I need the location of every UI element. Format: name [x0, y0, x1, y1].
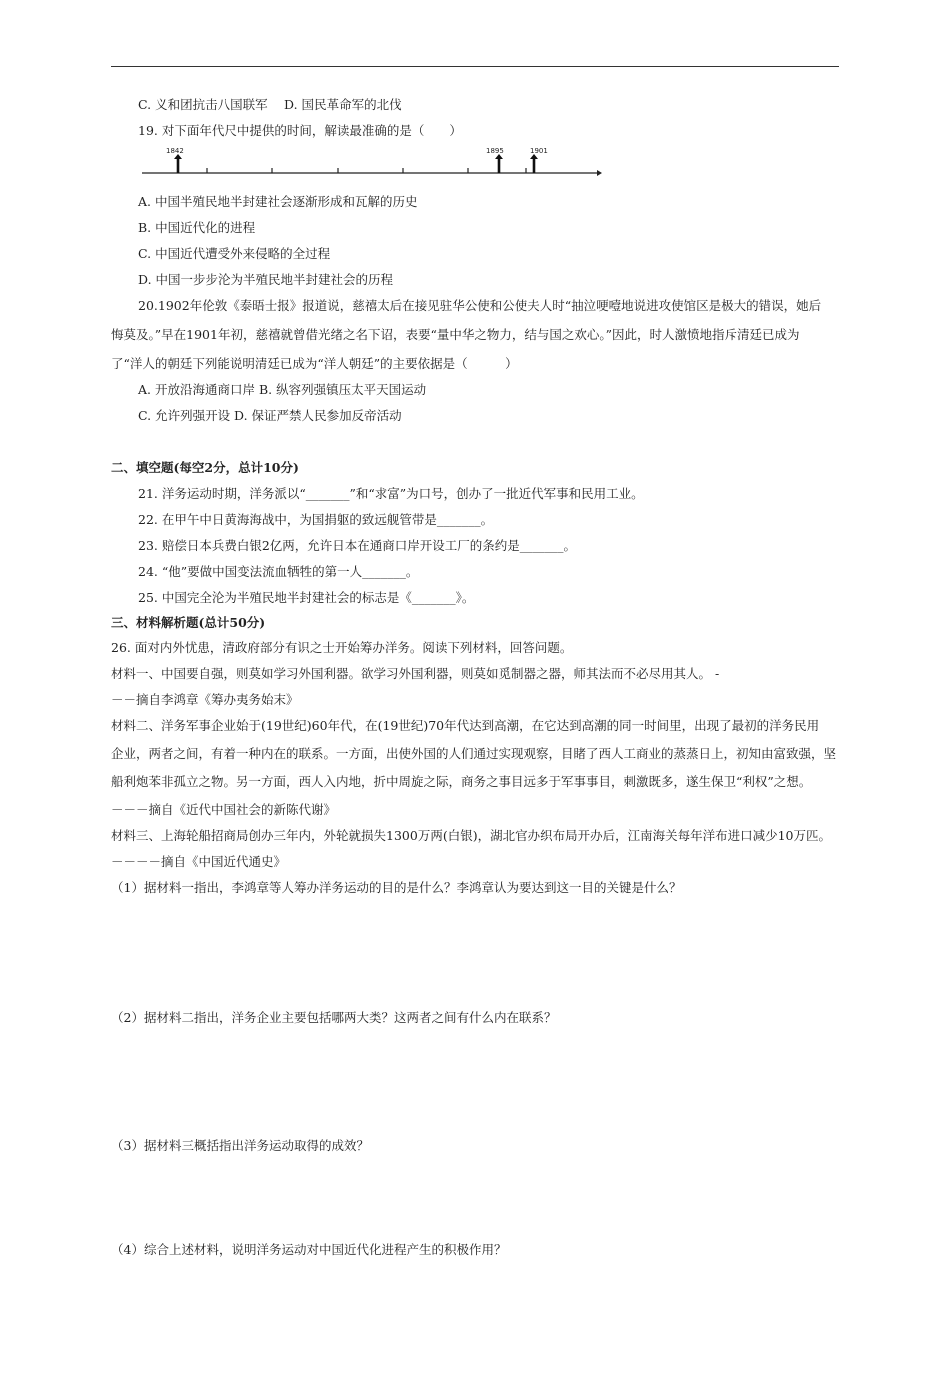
q24: 24. “他”要做中国变法流血牺牲的第一人_______。	[138, 564, 419, 579]
q20-option-ab: A. 开放沿海通商口岸 B. 纵容列强镇压太平天国运动	[138, 382, 427, 397]
material2-line-3: 船利炮苯非孤立之物。另一方面，西人入内地，折中周旋之际，商务之事目远多于军事事目，刺激既多，遂生保卫“利权”之想。	[111, 774, 812, 789]
material1-text: 材料一、中国要自强，则莫如学习外国利器。欲学习外国利器，则莫如觅制器之器，师其法而不必尽用其人。 -	[111, 666, 720, 681]
q25: 25. 中国完全沦为半殖民地半封建社会的标志是《_______》。	[138, 590, 475, 605]
timeline-ruler	[142, 146, 602, 178]
material2-source: －－－摘自《近代中国社会的新陈代谢》	[111, 802, 337, 817]
q20-line-3: 了“洋人的朝廷下列能说明清廷已成为“洋人朝廷”的主要依据是（ ）	[111, 356, 518, 371]
timeline-label-end: 1901	[530, 147, 548, 155]
header-rule	[111, 66, 839, 67]
timeline-marker-mid	[486, 147, 504, 173]
q18-options-cd: C. 义和团抗击八国联军 D. 国民革命军的北伐	[138, 97, 402, 112]
q22: 22. 在甲午中日黄海海战中，为国捐躯的致远舰管带是_______。	[138, 512, 494, 527]
q19-option-c: C. 中国近代遭受外来侵略的全过程	[138, 246, 331, 261]
q26-stem: 26. 面对内外忧患，清政府部分有识之士开始筹办洋务。阅读下列材料，回答问题。	[111, 640, 573, 655]
timeline-marker-end	[530, 147, 548, 173]
material2-line-1: 材料二、洋务军事企业始于(19世纪)60年代，在(19世纪)70年代达到高潮，在它达到高潮的同一时间里，出现了最初的洋务民用	[111, 718, 820, 733]
q20-line-1: 20.1902年伦敦《泰晤士报》报道说，慈禧太后在接见驻华公使和公使夫人时“抽泣哽噎地说进攻使馆区是极大的错误，她后	[138, 298, 822, 313]
q19-option-a: A. 中国半殖民地半封建社会逐渐形成和瓦解的历史	[138, 194, 418, 209]
q21: 21. 洋务运动时期，洋务派以“_______”和“求富”为口号，创办了一批近代军事和民用工业。	[138, 486, 644, 501]
timeline-label-mid: 1895	[486, 147, 504, 155]
q19-option-d: D. 中国一步步沦为半殖民地半封建社会的历程	[138, 272, 394, 287]
q20-line-2: 悔莫及。”早在1901年初，慈禧就曾借光绪之名下诏，表要“量中华之物力，结与国之欢心。”因此，时人激愤地指斥清廷已成为	[111, 327, 800, 342]
q19-stem: 19. 对下面年代尺中提供的时间，解读最准确的是（ ）	[138, 123, 462, 138]
q26-question-4: （4）综合上述材料，说明洋务运动对中国近代化进程产生的积极作用？	[111, 1242, 507, 1257]
section2-heading: 二、填空题(每空2分，总计10分)	[111, 460, 299, 475]
timeline-label-start: 1842	[166, 147, 184, 155]
q23: 23. 赔偿日本兵费白银2亿两，允许日本在通商口岸开设工厂的条约是_______。	[138, 538, 577, 553]
timeline-arrow-icon	[597, 170, 602, 176]
material1-source: －－摘自李鸿章《筹办夷务始末》	[111, 692, 299, 707]
material3-source: －－－－摘自《中国近代通史》	[111, 854, 287, 869]
q26-question-3: （3）据材料三概括指出洋务运动取得的成效？	[111, 1138, 369, 1153]
material3-text: 材料三、上海轮船招商局创办三年内，外轮就损失1300万两(白银)，湖北官办织布局开办后，江南海关每年洋布进口减少10万匹。	[111, 828, 831, 843]
q26-question-2: （2）据材料二指出，洋务企业主要包括哪两大类？这两者之间有什么内在联系？	[111, 1010, 557, 1025]
material2-line-2: 企业，两者之间，有着一种内在的联系。一方面，出使外国的人们通过实现观察，目睹了西人工商业的蒸蒸日上，初知由富致强，坚	[111, 746, 837, 761]
q19-option-b: B. 中国近代化的进程	[138, 220, 256, 235]
section3-heading: 三、材料解析题(总计50分)	[111, 615, 266, 630]
q26-question-1: （1）据材料一指出，李鸿章等人筹办洋务运动的目的是什么？李鸿章认为要达到这一目的关键是什么？	[111, 880, 682, 895]
q20-option-cd: C. 允许列强开设 D. 保证严禁人民参加反帝活动	[138, 408, 402, 423]
timeline-marker-start	[166, 147, 184, 173]
